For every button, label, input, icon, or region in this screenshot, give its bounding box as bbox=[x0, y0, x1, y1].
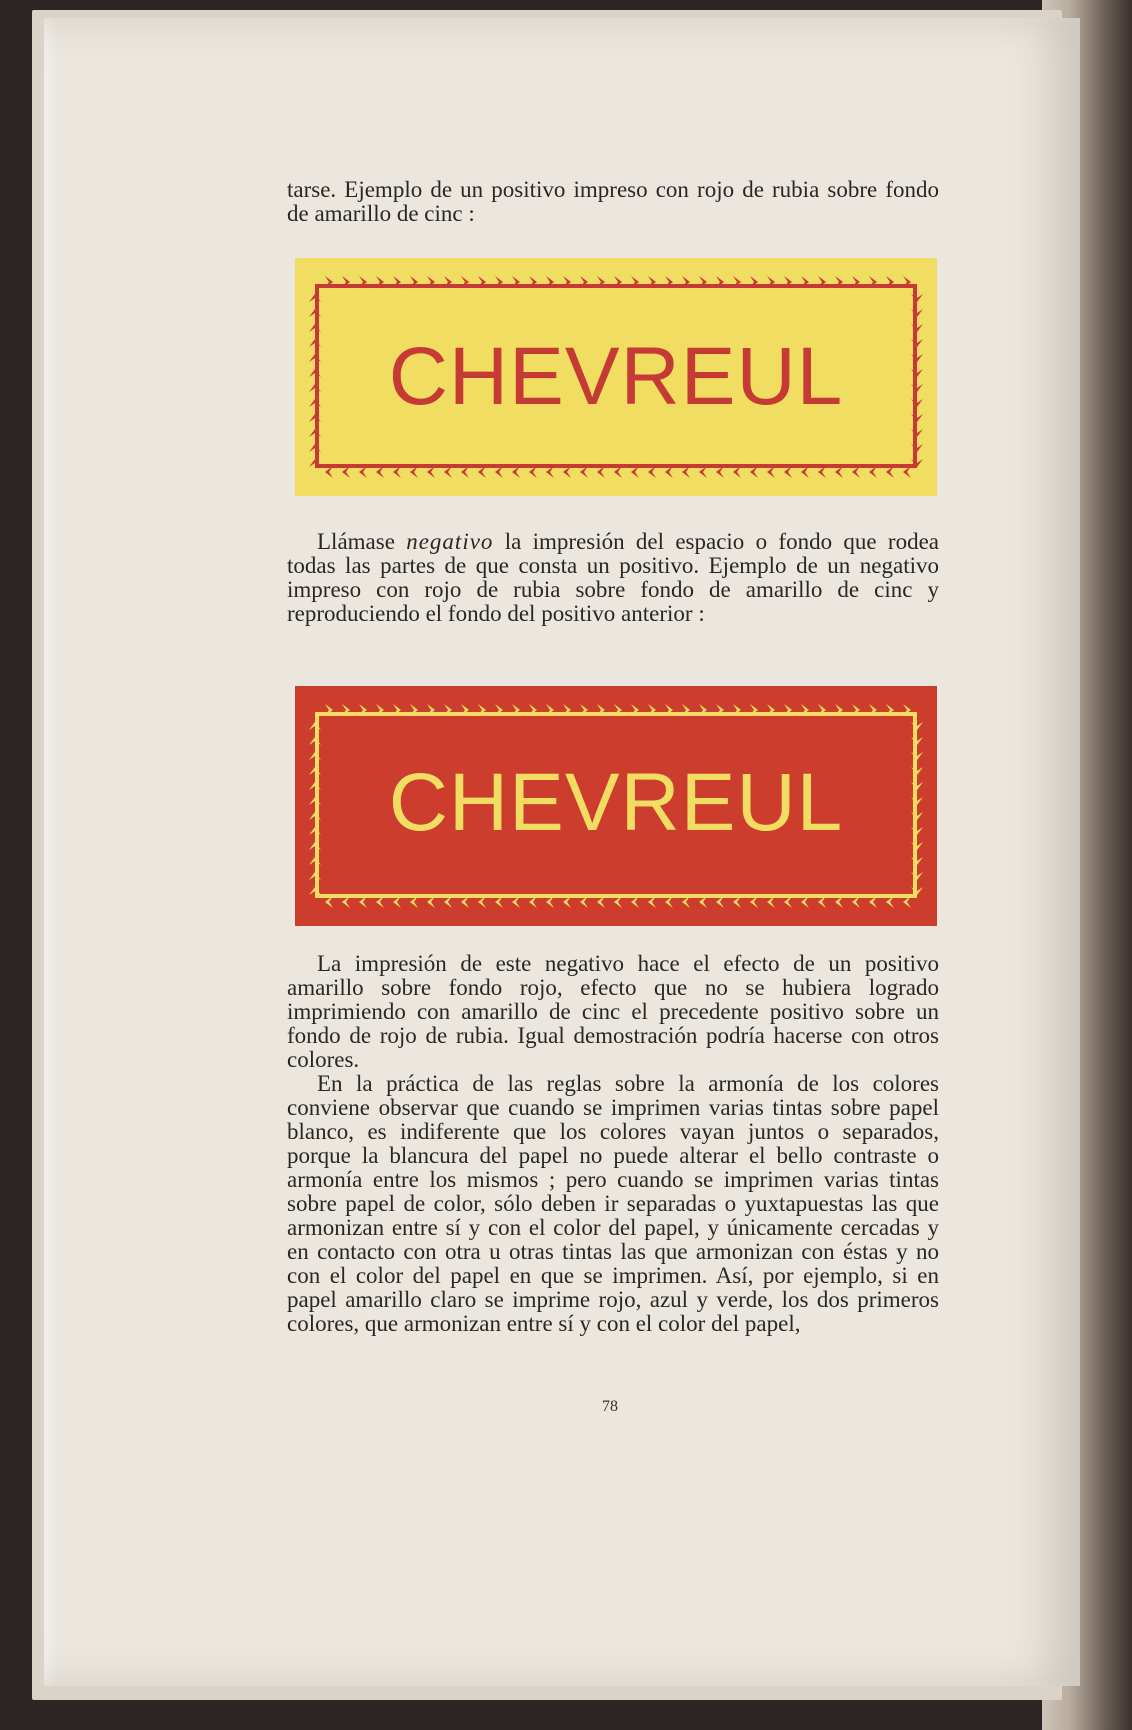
negative-plate-word: CHEVREUL bbox=[388, 757, 844, 848]
positive-plate-word: CHEVREUL bbox=[388, 331, 844, 422]
paragraph-negative bbox=[287, 530, 939, 626]
paragraph-intro-text: tarse. Ejemplo de un positivo impreso con rojo de rubia sobre fondo de amarillo de cinc : bbox=[287, 177, 939, 226]
paragraph-effect bbox=[287, 952, 939, 1072]
negative-plate bbox=[295, 686, 937, 926]
paragraph-intro bbox=[287, 178, 939, 226]
negative-text-post: la impresión del espacio o fondo que rodea todas las partes de que consta un positivo. Ejemplo de un negativo impreso con rojo de rubia sobre fondo de amarillo de cinc y reproduciendo el fondo del positivo anterior : bbox=[287, 529, 939, 626]
page-number: 78 bbox=[602, 1398, 618, 1415]
negative-term: negativo bbox=[406, 529, 494, 554]
negative-text-pre: Llámase bbox=[317, 529, 407, 554]
positive-plate bbox=[295, 258, 937, 496]
paragraph-effect-text: La impresión de este negativo hace el efecto de un positivo amarillo sobre fondo rojo, efecto que no se hubiera logrado imprimiendo con amarillo de cinc el precedente positivo sobre un fondo de rojo de rubia. Igual demostración podría hacerse con otros colores. bbox=[287, 951, 939, 1072]
paragraph-practice bbox=[287, 1072, 939, 1336]
paragraph-practice-text: En la práctica de las reglas sobre la armonía de los colores conviene observar que cuando se imprimen varias tintas sobre papel blanco, es indiferente que los colores vayan juntos o separados, porque la blancura del papel no puede alterar el bello contraste o armonía entre los mismos ; pero cuando se imprimen varias tintas sobre papel de color, sólo deben ir separadas o yuxtapuestas las que armonizan entre sí y con el color del papel, y únicamente cercadas y en contacto con otra u otras tintas las que armonizan con éstas y no con el color del papel en que se imprimen. Así, por ejemplo, si en papel amarillo claro se imprime rojo, azul y verde, los dos primeros colores, que armonizan entre sí y con el color del papel, bbox=[287, 1071, 939, 1336]
